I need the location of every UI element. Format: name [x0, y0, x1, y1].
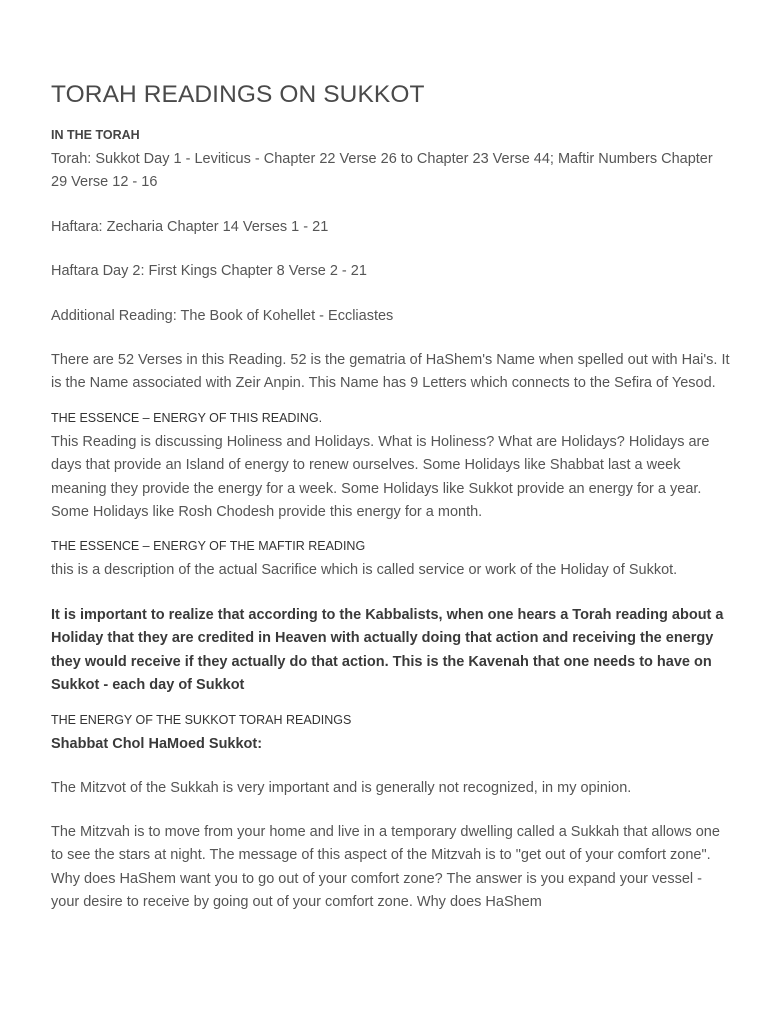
paragraph-maftir: this is a description of the actual Sacrifice which is called service or work of the Holiday of Sukkot. [51, 562, 678, 579]
paragraph-verses-gematria: There are 52 Verses in this Reading. 52 is the gematria of HaShem's Name when spelled out with Hai's. It is the Name associated with Zeir Anpin. This Name has 9 Letters which connects to the Sefira of Yesod. [51, 352, 730, 392]
section-heading-essence-reading: THE ESSENCE – ENERGY OF THIS READING. [51, 410, 323, 425]
section-heading-essence-maftir: THE ESSENCE – ENERGY OF THE MAFTIR READING [51, 539, 366, 554]
paragraph-essence: This Reading is discussing Holiness and Holidays. What is Holiness? What are Holidays? Holidays are days that provide an Island of energy to renew ourselves. Some Holidays like Shabbat last a week meaning they provide the energy for a week. Some Holidays like Sukkot provide an energy for a year. Some Holidays like Rosh Chodesh provide this energy for a month. [51, 433, 710, 521]
paragraph-mitzvot-sukkah: The Mitzvot of the Sukkah is very important and is generally not recognized, in my opinion. [51, 779, 632, 796]
paragraph-mitzvah-comfort-zone: The Mitzvah is to move from your home and live in a temporary dwelling called a Sukkah that allows one to see the stars at night. The message of this aspect of the Mitzvah is to "get out of your comfort zone". Why does HaShem want you to go out of your comfort zone? The answer is you expand your vessel - your desire to receive by going out of your comfort zone. Why does HaShem [51, 823, 720, 911]
document-page [51, 78, 731, 915]
paragraph-haftara-day2: Haftara Day 2: First Kings Chapter 8 Verse 2 - 21 [51, 263, 367, 280]
paragraph-important-kavenah: It is important to realize that according to the Kabbalists, when one hears a Torah reading about a Holiday that they are credited in Heaven with actually doing that action and receiving the energy they would receive if they actually do that action. This is the Kavenah that one needs to have on Sukkot - each day of Sukkot [51, 606, 724, 694]
paragraph-additional-reading: Additional Reading: The Book of Kohellet - Eccliastes [51, 307, 394, 324]
page-title: TORAH READINGS ON SUKKOT [51, 81, 425, 108]
paragraph-torah-reading: Torah: Sukkot Day 1 - Leviticus - Chapter 22 Verse 26 to Chapter 23 Verse 44; Maftir Numbers Chapter 29 Verse 12 - 16 [51, 151, 713, 191]
subheading-shabbat-chol-hamoed: Shabbat Chol HaMoed Sukkot: [51, 735, 263, 752]
section-heading-energy-readings: THE ENERGY OF THE SUKKOT TORAH READINGS [51, 712, 352, 727]
paragraph-haftara: Haftara: Zecharia Chapter 14 Verses 1 - 21 [51, 218, 329, 235]
section-heading-in-the-torah: IN THE TORAH [51, 128, 140, 142]
